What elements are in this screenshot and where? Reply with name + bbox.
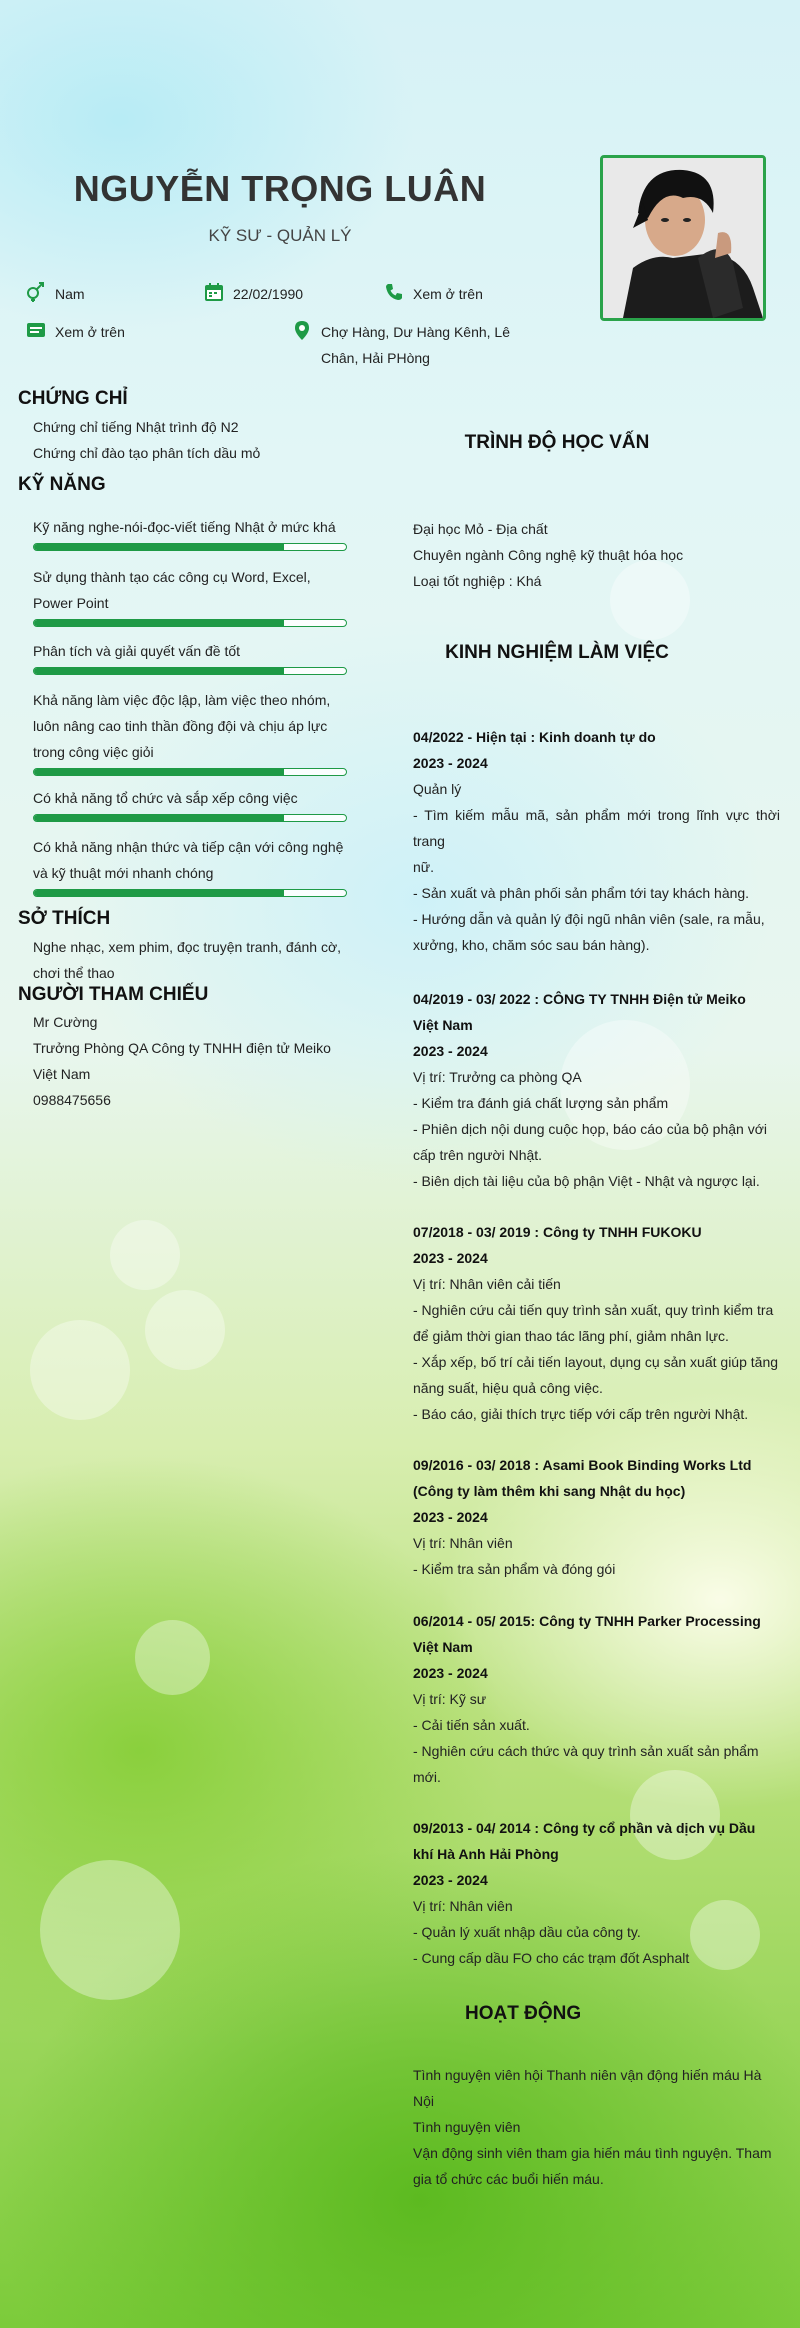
job-detail-line: - Phiên dịch nội dung cuộc họp, báo cáo của bộ phận với (413, 1121, 767, 1137)
phone-icon (383, 281, 405, 303)
skill-line: Phân tích và giải quyết vấn đề tốt (33, 643, 241, 659)
skill-line: luôn nâng cao tinh thần đồng đội và chịu áp lực (33, 718, 328, 734)
certificate-item: Chứng chỉ đào tạo phân tích dầu mỏ (33, 445, 261, 461)
job-detail-line: mới. (413, 1769, 441, 1785)
hobbies-text (33, 934, 348, 986)
email-info (25, 319, 125, 345)
job-detail-line: nữ. (413, 859, 435, 875)
skill-progress-fill (34, 815, 284, 821)
email-icon (25, 319, 47, 341)
job-detail-line: Quản lý (413, 781, 462, 797)
job-detail-line: - Sản xuất và phân phối sản phẩm tới tay khách hàng. (413, 885, 750, 901)
education-text (413, 516, 780, 594)
job-title: KỸ SƯ - QUẢN LÝ (208, 226, 352, 245)
certificates-heading: CHỨNG CHỈ (18, 388, 128, 409)
email-value: Xem ở trên (55, 324, 125, 340)
job-detail-line: Vị trí: Nhân viên (413, 1535, 513, 1551)
reference-phone: 0988475656 (33, 1092, 111, 1108)
skill-progress-bar (33, 814, 347, 822)
job-entry (413, 1608, 780, 1790)
job-detail-line: Vị trí: Kỹ sư (413, 1691, 487, 1707)
education-heading: TRÌNH ĐỘ HỌC VẤN (464, 432, 650, 453)
education-major: Chuyên ngành Công nghệ kỹ thuật hóa học (413, 547, 684, 563)
job-title-line: 09/2016 - 03/ 2018 : Asami Book Binding Works Ltd (413, 1457, 752, 1473)
skill-progress-bar (33, 889, 347, 897)
gender-info (25, 281, 85, 307)
skill-line: trong công việc giỏi (33, 744, 154, 760)
activities-line: Tình nguyện viên (413, 2119, 521, 2135)
skill-line: và kỹ thuật mới nhanh chóng (33, 865, 214, 881)
skill-progress-bar (33, 619, 347, 627)
activities-line: gia tổ chức các buổi hiến máu. (413, 2171, 604, 2187)
reference-company: Việt Nam (33, 1066, 91, 1082)
job-detail-line: cấp trên người Nhật. (413, 1147, 543, 1163)
job-detail-line: Vị trí: Trưởng ca phòng QA (413, 1069, 582, 1085)
skills-heading: KỸ NĂNG (18, 474, 106, 495)
skill-progress-fill (34, 668, 284, 674)
skill-progress-bar (33, 543, 347, 551)
activities-line: Vận động sinh viên tham gia hiến máu tình nguyện. Tham (413, 2145, 772, 2161)
activities-line: Nội (413, 2093, 435, 2109)
job-detail-line: - Hướng dẫn và quản lý đội ngũ nhân viên (sale, ra mẫu, (413, 911, 765, 927)
activities-line: Tình nguyện viên hội Thanh niên vận động hiến máu Hà (413, 2067, 762, 2083)
skill-text (33, 834, 348, 886)
hobbies-heading: SỞ THÍCH (18, 908, 111, 929)
skill-progress-bar (33, 667, 347, 675)
job-title-line: Việt Nam (413, 1639, 473, 1655)
job-entry (413, 724, 780, 958)
gender-icon (25, 281, 47, 303)
certificate-item: Chứng chỉ tiếng Nhật trình độ N2 (33, 419, 239, 435)
activities-text (413, 2062, 780, 2192)
skill-text (33, 785, 348, 811)
activities-heading: HOẠT ĐỘNG (465, 2003, 582, 2024)
address-line-1: Chợ Hàng, Dư Hàng Kênh, Lê (321, 324, 510, 340)
job-title-line: 04/2022 - Hiện tại : Kinh doanh tự do (413, 729, 656, 745)
hobbies-line: Nghe nhạc, xem phim, đọc truyện tranh, đánh cờ, (33, 939, 342, 955)
job-years: 2023 - 2024 (413, 755, 488, 771)
job-detail-line: để giảm thời gian thao tác lãng phí, giảm nhân lực. (413, 1328, 729, 1344)
experience-heading: KINH NGHIỆM LÀM VIỆC (445, 642, 669, 663)
skill-line: Power Point (33, 595, 109, 611)
skill-text (33, 514, 348, 540)
job-entry (413, 1452, 780, 1582)
gender-value: Nam (55, 286, 85, 302)
job-detail-line: - Nghiên cứu cải tiến quy trình sản xuất, quy trình kiểm tra (413, 1302, 774, 1318)
job-detail-line: năng suất, hiệu quả công việc. (413, 1380, 603, 1396)
job-years: 2023 - 2024 (413, 1043, 488, 1059)
job-title-line: 09/2013 - 04/ 2014 : Công ty cổ phần và dịch vụ Dầu (413, 1820, 756, 1836)
job-years: 2023 - 2024 (413, 1665, 488, 1681)
job-title-line: khí Hà Anh Hải Phòng (413, 1846, 559, 1862)
job-title-line: 04/2019 - 03/ 2022 : CÔNG TY TNHH Điện tử Meiko (413, 991, 746, 1007)
job-detail-line: - Xắp xếp, bố trí cải tiến layout, dụng cụ sản xuất giúp tăng (413, 1354, 779, 1370)
job-title-line: 06/2014 - 05/ 2015: Công ty TNHH Parker Processing (413, 1613, 761, 1629)
job-entry (413, 1219, 780, 1427)
references-heading: NGƯỜI THAM CHIẾU (18, 984, 209, 1005)
job-years: 2023 - 2024 (413, 1509, 488, 1525)
skill-progress-fill (34, 544, 284, 550)
address-info (291, 319, 510, 371)
job-detail-line: - Biên dịch tài liệu của bộ phận Việt - Nhật và ngược lại. (413, 1173, 760, 1189)
job-title-line: (Công ty làm thêm khi sang Nhật du học) (413, 1483, 686, 1499)
job-detail-line: - Kiểm tra sản phẩm và đóng gói (413, 1561, 616, 1577)
birthdate-value: 22/02/1990 (233, 286, 304, 302)
job-entry (413, 1815, 780, 1971)
location-pin-icon (291, 319, 313, 341)
education-school: Đại học Mỏ - Địa chất (413, 521, 548, 537)
skill-progress-bar (33, 768, 347, 776)
skill-progress-fill (34, 769, 284, 775)
address-line-2: Chân, Hải PHòng (321, 350, 430, 366)
skill-line: Có khả năng nhận thức và tiếp cận với công nghệ (33, 839, 344, 855)
portrait-image (603, 158, 763, 318)
job-detail-line: Vị trí: Nhân viên cải tiến (413, 1276, 561, 1292)
job-detail-line: - Kiểm tra đánh giá chất lượng sản phẩm (413, 1095, 669, 1111)
candidate-name: NGUYỄN TRỌNG LUÂN (73, 168, 487, 209)
job-detail-line: - Báo cáo, giải thích trực tiếp với cấp trên người Nhật. (413, 1406, 749, 1422)
skill-line: Khả năng làm việc độc lập, làm việc theo nhóm, (33, 692, 331, 708)
calendar-icon (203, 281, 225, 303)
job-title-line: 07/2018 - 03/ 2019 : Công ty TNHH FUKOKU (413, 1224, 702, 1240)
job-entry (413, 986, 780, 1194)
skill-text (33, 638, 348, 664)
job-years: 2023 - 2024 (413, 1872, 488, 1888)
phone-info (383, 281, 483, 307)
certificates-list (33, 414, 348, 466)
phone-value: Xem ở trên (413, 286, 483, 302)
job-detail-line: - Tìm kiếm mẫu mã, sản phẩm mới trong lĩnh vực thời trang (413, 807, 780, 849)
job-detail-line: - Quản lý xuất nhập dầu của công ty. (413, 1924, 641, 1940)
skill-progress-fill (34, 890, 284, 896)
job-detail-line: - Cải tiến sản xuất. (413, 1717, 530, 1733)
skill-line: Kỹ năng nghe-nói-đọc-viết tiếng Nhật ở mức khá (33, 519, 336, 535)
job-title-line: Việt Nam (413, 1017, 473, 1033)
reference-position: Trưởng Phòng QA Công ty TNHH điện tử Meiko (33, 1040, 331, 1056)
job-detail-line: - Nghiên cứu cách thức và quy trình sản xuất sản phẩm (413, 1743, 759, 1759)
hobbies-line: chơi thể thao (33, 965, 115, 981)
skill-text (33, 687, 348, 765)
birthdate-info (203, 281, 303, 307)
skill-text (33, 564, 348, 616)
job-detail-line: - Cung cấp dầu FO cho các trạm đốt Asphalt (413, 1950, 690, 1966)
profile-photo (600, 155, 766, 321)
reference-name: Mr Cường (33, 1014, 98, 1030)
skill-line: Sử dụng thành tạo các công cụ Word, Excel, (33, 569, 311, 585)
skill-progress-fill (34, 620, 284, 626)
job-detail-line: xưởng, kho, chăm sóc sau bán hàng). (413, 937, 650, 953)
job-years: 2023 - 2024 (413, 1250, 488, 1266)
references-text (33, 1009, 348, 1113)
education-grade: Loại tốt nghiệp : Khá (413, 573, 542, 589)
job-detail-line: Vị trí: Nhân viên (413, 1898, 513, 1914)
skill-line: Có khả năng tổ chức và sắp xếp công việc (33, 790, 298, 806)
